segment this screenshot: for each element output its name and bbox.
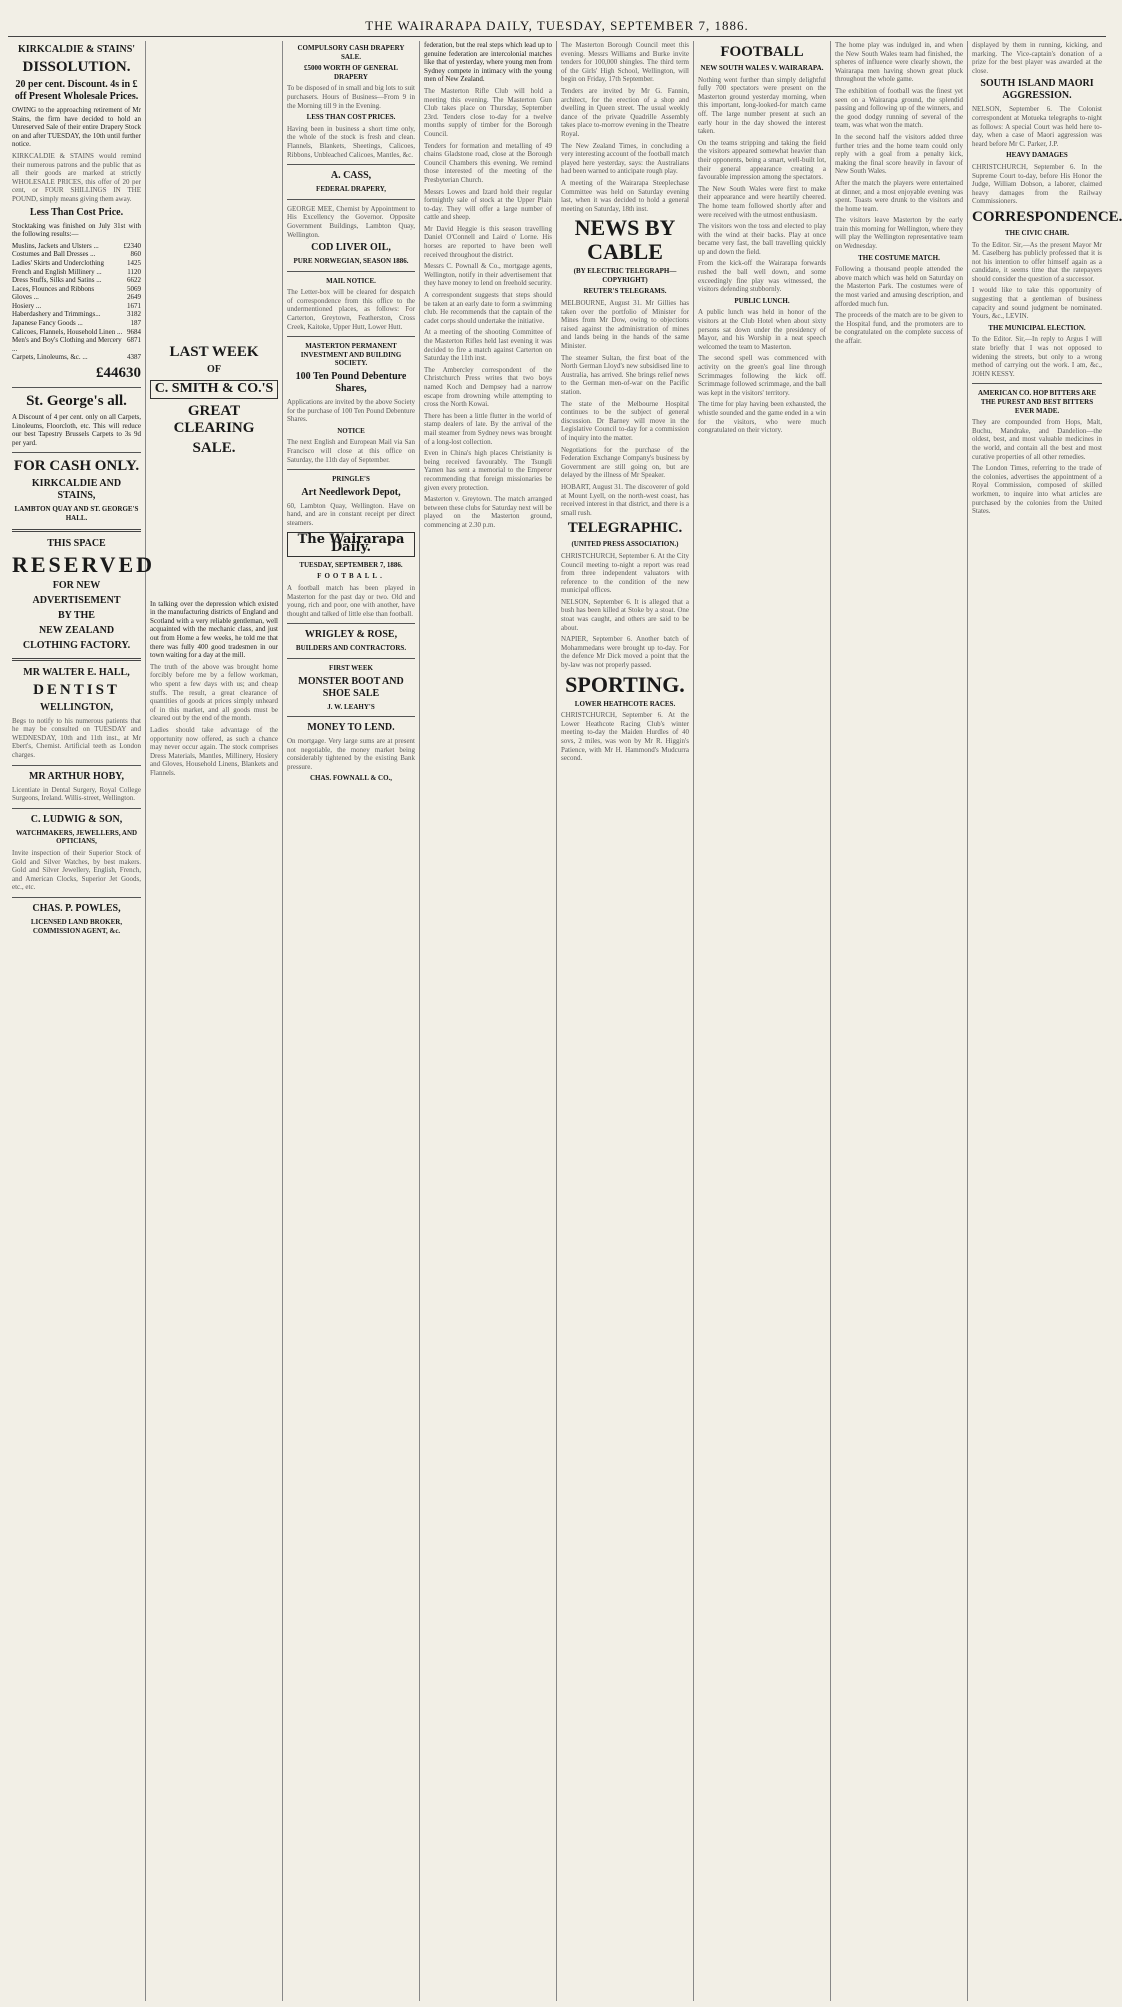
article-filler: Ladies should take advantage of the opportunity now offered, as such a chance may never occur again. The stock comprises Dress Materials, Mantles, Millinery, Hosiery and Gloves, Household Linens, Blankets and Flannels. xyxy=(150,725,278,777)
ad-this-space: THIS SPACE xyxy=(47,537,106,549)
ad-first-week: FIRST WEEK xyxy=(329,663,373,672)
column-3: COMPULSORY CASH DRAPERY SALE. £5000 WORTH OF GENERAL DRAPERY To be disposed of in small and big lots to suit purchasers. Hours of Business—From 9 in the Morning till 9 in the Evening. LESS THAN COST PRICES. Having been in business a short time only, the whole of the stock is fresh and clean. Flannels, Blankets, Sheetings, Calicoes, Ribbons, Unbleached Calicoes, Mantles, &c. A. CASS, FEDERAL DRAPERY, GEORGE MEE, Chemist by Appointment to His Excellency the Governor. Opposite Government Buildings, Lambton Quay, Wellington. COD LIVER OIL, PURE NORWEGIAN, SEASON 1886. MAIL NOTICE. The Letter-box will be cleared for despatch of correspondence from this office to the undermentioned places, as follows: For Carterton, Greytown, Featherston, Cross Creek, Kaitoke, Upper Hutt, Lower Hutt. MASTERTON PERMANENT INVESTMENT AND BUILDING SOCIETY. 100 Ten Pound Debenture Shares, Applications are invited by the above Society for the purchase of 100 Ten Pound Debenture Shares. NOTICE The next English and European Mail via San Francisco will close at this office on Saturday, the 11th day of September. PRINGLE'S Art Needlework Depot, 60, Lambton Quay, Wellington. Have on hand, and are in constant receipt per direct steamers. The Wairarapa Daily. TUESDAY, SEPTEMBER 7, 1886. FOOTBALL. A football match has been played in Masterton for the past day or two. Old and young, rich and poor, one with another, have thought and talked of little else than football. WRIGLEY & ROSE, BUILDERS AND CONTRACTORS. FIRST WEEK MONSTER BOOT AND SHOE SALE J. W. LEAHY'S MONEY TO LEND. On mortgage. Very large sums are at present not negotiable, the money market being considerably tightened by the existing Bank pressure. CHAS. FOWNALL & CO., xyxy=(283,41,420,2001)
ad-new-zealand: NEW ZEALAND xyxy=(38,624,115,636)
stock-list xyxy=(12,242,141,362)
ad-wrigley: WRIGLEY & ROSE, xyxy=(304,629,398,641)
column-6: FOOTBALL NEW SOUTH WALES V. WAIRARAPA. Nothing went further than simply delightful fully 700 spectators were present on the Masterton ground yesterday morning, when this important, long-looked-for match came off. The large number present at such an early hour in the day showed the interest taken. On the teams stripping and taking the field the visitors appeared somewhat heavier than their opponents, being a smart, well-built lot, their general appearance creating a favourable impression among the spectators. The New South Wales were first to make their appearance and were heartily cheered. The home team followed shortly after and were received with the utmost enthusiasm. The visitors won the toss and elected to play with the wind at their backs. Play at once became very fast, the ball travelling quickly up and down the field. From the kick-off the Wairarapa forwards rushed the ball well down, and some exceedingly fine play was witnessed, the visitors defending stubbornly. PUBLIC LUNCH. A public lunch was held in honor of the visitors at the Club Hotel when about sixty persons sat down under the presidency of Mayor, and his Worship in a neat speech welcomed the team to Masterton. The second spell was commenced with activity on the green's goal line through Scrimmages following the kick off. Scrimmage followed scrimmage, and the ball was kept in the visitors' territory. The time for play having been exhausted, the whistle sounded and the game ended in a win for the visitors, who were much congratulated on their victory. xyxy=(694,41,831,2001)
ad-arthur-hoby: MR ARTHUR HOBY, xyxy=(28,770,125,782)
cable-copyright: (BY ELECTRIC TELEGRAPH—COPYRIGHT) xyxy=(573,267,677,284)
ad-smith-logo: C. SMITH & CO.'S xyxy=(150,380,278,399)
section-heavy-damages: HEAVY DAMAGES xyxy=(1006,151,1068,160)
list-item: Ladies' Skirts and Underclothing 1425 xyxy=(12,258,141,267)
section-maori-aggression: SOUTH ISLAND MAORI AGGRESSION. xyxy=(980,78,1094,102)
ad-less-than-cost: LESS THAN COST PRICES. xyxy=(306,113,396,122)
list-item: Costumes and Ball Dresses ... 860 xyxy=(12,250,141,259)
ad-money-lend: MONEY TO LEND. xyxy=(307,722,395,734)
section-correspondence: CORRESPONDENCE. xyxy=(972,208,1122,225)
ad-last-week: LAST WEEK xyxy=(169,344,259,360)
heathcote-races: LOWER HEATHCOTE RACES. xyxy=(574,699,676,708)
stock-total: £44630 xyxy=(96,365,141,382)
ad-filler-3: Licentiate in Dental Surgery, Royal College Surgeons, Ireland. Willis-street, Wellington. xyxy=(12,785,141,803)
ad-leahy: J. W. LEAHY'S xyxy=(327,702,375,711)
list-item: Carpets, Linoleums, &c. ... 4387 xyxy=(12,353,141,362)
divider xyxy=(12,808,141,809)
ad-land-broker: LICENSED LAND BROKER, COMMISSION AGENT, &c. xyxy=(30,917,123,935)
issue-date: TUESDAY, SEPTEMBER 7, 1886. xyxy=(299,560,403,569)
list-item: French and English Millinery ... 1120 xyxy=(12,267,141,276)
ad-of: OF xyxy=(207,364,221,375)
section-telegraphic: TELEGRAPHIC. xyxy=(567,520,683,537)
section-football: FOOTBALL. xyxy=(317,572,385,581)
article-filler: The truth of the above was brought home forcibly before me by a fellow workman, who spent a few days with us; and cheap stuffs. The result, a great clearance of quantities of goods at prices simply unheard of in this market, and all goods must be cleared out by the end of the month. xyxy=(150,662,278,723)
ad-body-3: A Discount of 4 per cent. only on all Carpets, Linoleums, Floorcloth, etc. This will reduce our best Tapestry Brussels Carpets to 3s 9d per yard. xyxy=(12,413,141,447)
ad-needlework: Art Needlework Depot, xyxy=(301,486,401,498)
section-civic-chair: THE CIVIC CHAIR. xyxy=(1005,228,1069,237)
ad-clothing-factory: CLOTHING FACTORY. xyxy=(22,639,131,651)
ad-st-georges: St. George's all. xyxy=(26,393,127,410)
article-body: federation, but the real steps which lead up to genuine federation are intercolonial matches like that of yesterday, where young men from Sydney compete in intimacy with the young men of New Zealand. xyxy=(424,41,552,84)
ad-body-2: Stocktaking was finished on July 31st with the following results:— xyxy=(12,221,141,239)
reuter-telegrams: REUTER'S TELEGRAMS. xyxy=(583,287,667,296)
list-item: Calicoes, Flannels, Household Linen ... 9684 xyxy=(12,327,141,336)
ad-kirkcaldie-2: KIRKCALDIE AND STAINS, xyxy=(31,478,122,502)
column-8: displayed by them in running, kicking, and marking. The Vice-captain's donation of a prize for the best player was awarded at the close. SOUTH ISLAND MAORI AGGRESSION. NELSON, September 6. The Colonist correspondent at Motueka telegraphs to-night as follows: A special Court was held here to-day, when a case of Maori aggression was heard before Mr C. Parker, J.P. HEAVY DAMAGES CHRISTCHURCH, September 6. In the Supreme Court to-day, before His Honor the Judge, William Dobson, a laborer, claimed heavy damages from the Railway Commissioners. CORRESPONDENCE. THE CIVIC CHAIR. To the Editor. Sir,—As the present Mayor Mr M. Caselberg has publicly professed that it is not his intention to offer himself again as a candidate, it seems time that the ratepayers should consider the question of a successor. I would like to take this opportunity of suggesting that a gentleman of business capacity and sound judgment be nominated. Yours, &c., LEVIN. THE MUNICIPAL ELECTION. To the Editor. Sir,—In reply to Argus I will state briefly that I was not opposed to widening the streets, but only to a wrong method of carrying out the work. I am, &c., JOHN KESSY. AMERICAN CO. HOP BITTERS ARE THE PUREST AND BEST BITTERS EVER MADE. They are compounded from Hops, Malt, Buchu, Mandrake, and Dandelion—the oldest, best, and most valuable medicines in the world, and contain all the best and most curative properties of all other remedies. The London Times, referring to the trade of the colonies, advertises the appointment of a Royal Commission, composed of skilled workmen, to inquire into what articles are purchased by the colonies from the United States. xyxy=(972,41,1122,516)
ad-great-clearing: GREAT CLEARING xyxy=(173,402,255,436)
divider xyxy=(12,452,141,453)
divider xyxy=(12,765,141,766)
ad-filler-1: KIRKCALDIE & STAINS would remind their numerous patrons and the public that as all their goods are marked at strictly WHOLESALE PRICES, this offer of 20 per cent, or FOUR SHILLINGS IN THE POUND, simply means giving them away. xyxy=(12,151,141,203)
ad-lambton: LAMBTON QUAY AND ST. GEORGE'S HALL. xyxy=(14,505,139,522)
ad-dentist: DENTIST xyxy=(33,681,120,698)
list-item: Muslins, Jackets and Ulsters ... £2340 xyxy=(12,241,141,250)
list-item: Gloves ... 2649 xyxy=(12,293,141,302)
list-item: Japanese Fancy Goods ... 187 xyxy=(12,319,141,328)
ad-sale: SALE. xyxy=(192,439,236,456)
column-4: federation, but the real steps which lead up to genuine federation are intercolonial matches like that of yesterday, where young men from Sydney compete in intimacy with the young men of New Zealand. The Masterton Rifle Club will hold a meeting this evening. The Masterton Gun Club takes place on Thursday, September 23rd. Tenders close to-day for a twelve months supply of timber for the Borough Council. Tenders for formation and metalling of 49 chains Gladstone road, close at the Borough Council Chambers this evening. We remind those interested of the meeting of the Presbyterian Church. Messrs Lowes and Izard hold their regular fortnightly sale of stock at the Upper Plain to-day. They will offer a large number of cattle and sheep. Mr David Heggie is this season travelling Daniel O'Connell and Laird o' Lorne. His horses are reported to have been well received throughout the district. Messrs C. Pownall & Co., mortgage agents, Wellington, notify in their advertisement that they have money to lend on freehold security. A correspondent suggests that steps should be taken at an early date to form a swimming club. He recommends that the captain of the cadet corps should undertake the initiative. At a meeting of the shooting Committee of the Masterton Rifles held last evening it was decided to fire a match against Carterton on Saturday the 11th inst. The Ambercley correspondent of the Christchurch Press writes that two boys named Koch and Dempsey had a narrow escape from drowning while attempting to cross the North Kowai. There has been a little flutter in the world of stamp dealers of late. By the arrival of the mail steamer from Sydney news was brought of a long-lost collection. Even in China's high places Christianity is being received favourably. The Tsungli Yamen has sent a memorial to the Emperor recommending that foreign missionaries be given every protection. Masterton v. Greytown. The match arranged between these clubs for Saturday next will be played on the Masterton ground, commencing at 2.30 p.m. xyxy=(420,41,557,2001)
ad-filler-2: Begs to notify to his numerous patients that he may be consulted on TUESDAY and WEDNESDAY, 10th and 11th inst., at Mr Ebert's, Chemist. Artificial teeth as London charges. xyxy=(12,716,141,759)
column-2 xyxy=(146,41,283,2001)
section-municipal-election: THE MUNICIPAL ELECTION. xyxy=(988,323,1086,332)
masthead-title: THE WAIRARAPA DAILY, TUESDAY, SEPTEMBER 7, 1886. xyxy=(365,18,749,33)
ad-hop-bitters: AMERICAN CO. HOP BITTERS ARE THE PUREST AND BEST BITTERS EVER MADE. xyxy=(977,389,1097,415)
ad-masterton-society: MASTERTON PERMANENT INVESTMENT AND BUILDING SOCIETY. xyxy=(300,342,402,368)
ad-less-than-cost: Less Than Cost Price. xyxy=(29,206,124,218)
ad-wellington: WELLINGTON, xyxy=(40,701,113,713)
divider xyxy=(12,529,141,532)
ad-boot-sale: MONSTER BOOT AND SHOE SALE xyxy=(298,675,404,699)
list-item: Dress Stuffs, Silks and Satins ... 6622 xyxy=(12,276,141,285)
football-subtitle: NEW SOUTH WALES V. WAIRARAPA. xyxy=(700,64,824,72)
column-1 xyxy=(8,41,156,2001)
ad-by-the: BY THE xyxy=(58,609,95,621)
ad-mail-notice: MAIL NOTICE. xyxy=(326,276,376,285)
ad-ludwig: C. LUDWIG & SON, xyxy=(30,813,123,825)
ad-fownall: CHAS. FOWNALL & CO., xyxy=(309,774,393,783)
section-news-by-cable: NEWS BY CABLE xyxy=(574,215,676,265)
section-football-main: FOOTBALL xyxy=(720,44,804,60)
ad-pringle: PRINGLE'S xyxy=(332,475,370,484)
masthead xyxy=(8,16,1106,37)
ad-for-new: FOR NEW xyxy=(52,579,101,591)
ad-norwegian: PURE NORWEGIAN, SEASON 1886. xyxy=(293,257,409,266)
telegraphic-source: (UNITED PRESS ASSOCIATION.) xyxy=(571,540,679,549)
ad-powles: CHAS. P. POWLES, xyxy=(32,902,121,914)
ad-compulsory: COMPULSORY CASH DRAPERY SALE. xyxy=(297,44,405,61)
ad-cass: A. CASS, xyxy=(330,170,372,182)
ad-filler-4: Invite inspection of their Superior Stock of Gold and Silver Watches, by best makers. Gold and Silver Jewellery, English, French, and American Clocks, Superior Jet Goods, etc., etc. xyxy=(12,848,141,892)
ad-walter-hall: MR WALTER E. HALL, xyxy=(23,666,130,678)
ad-debentures: 100 Ten Pound Debenture Shares, xyxy=(295,371,407,395)
ad-notice: NOTICE xyxy=(337,426,365,435)
divider xyxy=(12,897,141,898)
list-item: Haberdashery and Trimmings... 3182 xyxy=(12,310,141,319)
ad-cod-liver: COD LIVER OIL, xyxy=(311,242,391,254)
ad-reserved: RESERVED xyxy=(12,551,156,577)
list-item: Men's and Boy's Clothing and Mercery ... 6871 xyxy=(12,336,141,353)
ad-body-1: OWING to the approaching retirement of Mr Stains, the firm have decided to hold an Unreserved Sale of their entire Drapery Stock on and after TUESDAY, the 10th until further notice. xyxy=(12,106,141,149)
ad-advertisement: ADVERTISEMENT xyxy=(32,594,121,606)
ad-federal: FEDERAL DRAPERY, xyxy=(316,185,386,194)
ad-watchmakers: WATCHMAKERS, JEWELLERS, AND OPTICIANS, xyxy=(15,828,138,846)
article-body: In talking over the depression which existed in the manufacturing districts of England and Scotland with a very reliable gentleman, well acquainted with the mechanic class, and just out from Home a few weeks, he told me that there was fully 400 good tradesmen in our town waiting for a day at the mill. xyxy=(150,599,278,660)
ad-discount: 20 per cent. Discount. 4s in £ off Present Wholesale Prices. xyxy=(14,79,139,102)
ad-cash-only: FOR CASH ONLY. xyxy=(13,458,140,475)
list-item: Hosiery ... 1671 xyxy=(12,301,141,310)
divider xyxy=(12,658,141,661)
list-item: Laces, Flounces and Ribbons 5069 xyxy=(12,284,141,293)
section-public-lunch: PUBLIC LUNCH. xyxy=(734,296,790,305)
section-costume-match: THE COSTUME MATCH. xyxy=(858,253,940,262)
paper-nameplate: The Wairarapa Daily. xyxy=(287,532,415,557)
ad-dissolution: DISSOLUTION. xyxy=(22,59,131,75)
ad-5000: £5000 WORTH OF GENERAL DRAPERY xyxy=(303,64,399,81)
ad-builders: BUILDERS AND CONTRACTORS. xyxy=(295,644,407,653)
section-sporting: SPORTING. xyxy=(565,671,685,697)
column-5: The Masterton Borough Council meet this evening. Messrs Williams and Burke invite tenders for 100,000 shingles. The third term of the Girls' High School, Wellington, will begin on Friday, 17th September. Tenders are invited by Mr G. Fannin, architect, for the erection of a shop and dwelling in Queen street. The usual weekly dance of the private Quadrille Assembly takes place to-morrow evening in the Theatre Royal. The New Zealand Times, in concluding a very interesting account of the football match played here yesterday, says: the Australians had been warned to anticipate rough play. A meeting of the Wairarapa Steeplechase Committee was held on Saturday evening last, when it was decided to hold a general meeting on Saturday, 18th inst. NEWS BY CABLE (BY ELECTRIC TELEGRAPH—COPYRIGHT) REUTER'S TELEGRAMS. MELBOURNE, August 31. Mr Gillies has taken over the portfolio of Minister for Mines from Mr Dow, owing to objections raised against the administration of mines and lands being in the hands of the same Minister. The steamer Sultan, the first boat of the North German Lloyd's new subsidised line to Australia, has arrived. She brings relief news to the German men-of-war on the Pacific station. The state of the Melbourne Hospital continues to be the subject of general discussion. Dr Barney will move in the Legislative Council to-day for a commission of inquiry into the matter. Negotiations for the purchase of the Federation Exchange Company's business by Government are still going on, but are delayed by the illness of Mr Speaker. HOBART, August 31. The discoverer of gold at Mount Lyell, on the north-west coast, has received interest in that district, and there is a small rush. TELEGRAPHIC. (UNITED PRESS ASSOCIATION.) CHRISTCHURCH, September 6. At the City Council meeting to-night a report was read from three independent valuators with reference to the condition of the new municipal offices. NELSON, September 6. It is alleged that a bush has been killed at Stoke by a stoat. One stoat was caught, and others are said to be about. NAPIER, September 6. Another batch of Mohammedans were brought up to-day. For the defence Mr Dick moved a point that the by-law was not properly passed. SPORTING. LOWER HEATHCOTE RACES. CHRISTCHURCH, September 6. At the Lower Heathcote Racing Club's winter meeting to-day the Maiden Hurdles of 40 sovs, 2 miles, was won by Mr R. Higgin's Patience, with Mr H. Hammond's Mudcurra second. xyxy=(557,41,694,2001)
divider xyxy=(12,387,141,388)
ad-kirkcaldie-heading: KIRKCALDIE & STAINS' xyxy=(17,44,136,55)
column-7: The home play was indulged in, and when the New South Wales team had finished, the spheres of influence were clearly shown, the Wairarapa men having shown great pluck throughout the whole game. The exhibition of football was the finest yet seen on a Wairarapa ground, the splendid passing and following up of the winners, and the good dodgy running of several of the team, was what won the match. In the second half the visitors added three further tries and the home team could only reply with a goal from a penalty kick, making the final score heavily in favour of New South Wales. After the match the players were entertained at dinner, and a most enjoyable evening was spent. Toasts were drunk to the visitors and the home team. The visitors leave Masterton by the early train this morning for Wellington, where they will play the Wellington representative team on Wednesday. THE COSTUME MATCH. Following a thousand people attended the above match which was held on Saturday on the Masterton Park. The costumes were of the most varied and amusing description, and afforded much fun. The proceeds of the match are to be given to the Hospital fund, and the promoters are to be congratulated on the complete success of the affair. xyxy=(831,41,968,2001)
columns xyxy=(8,41,1122,2001)
